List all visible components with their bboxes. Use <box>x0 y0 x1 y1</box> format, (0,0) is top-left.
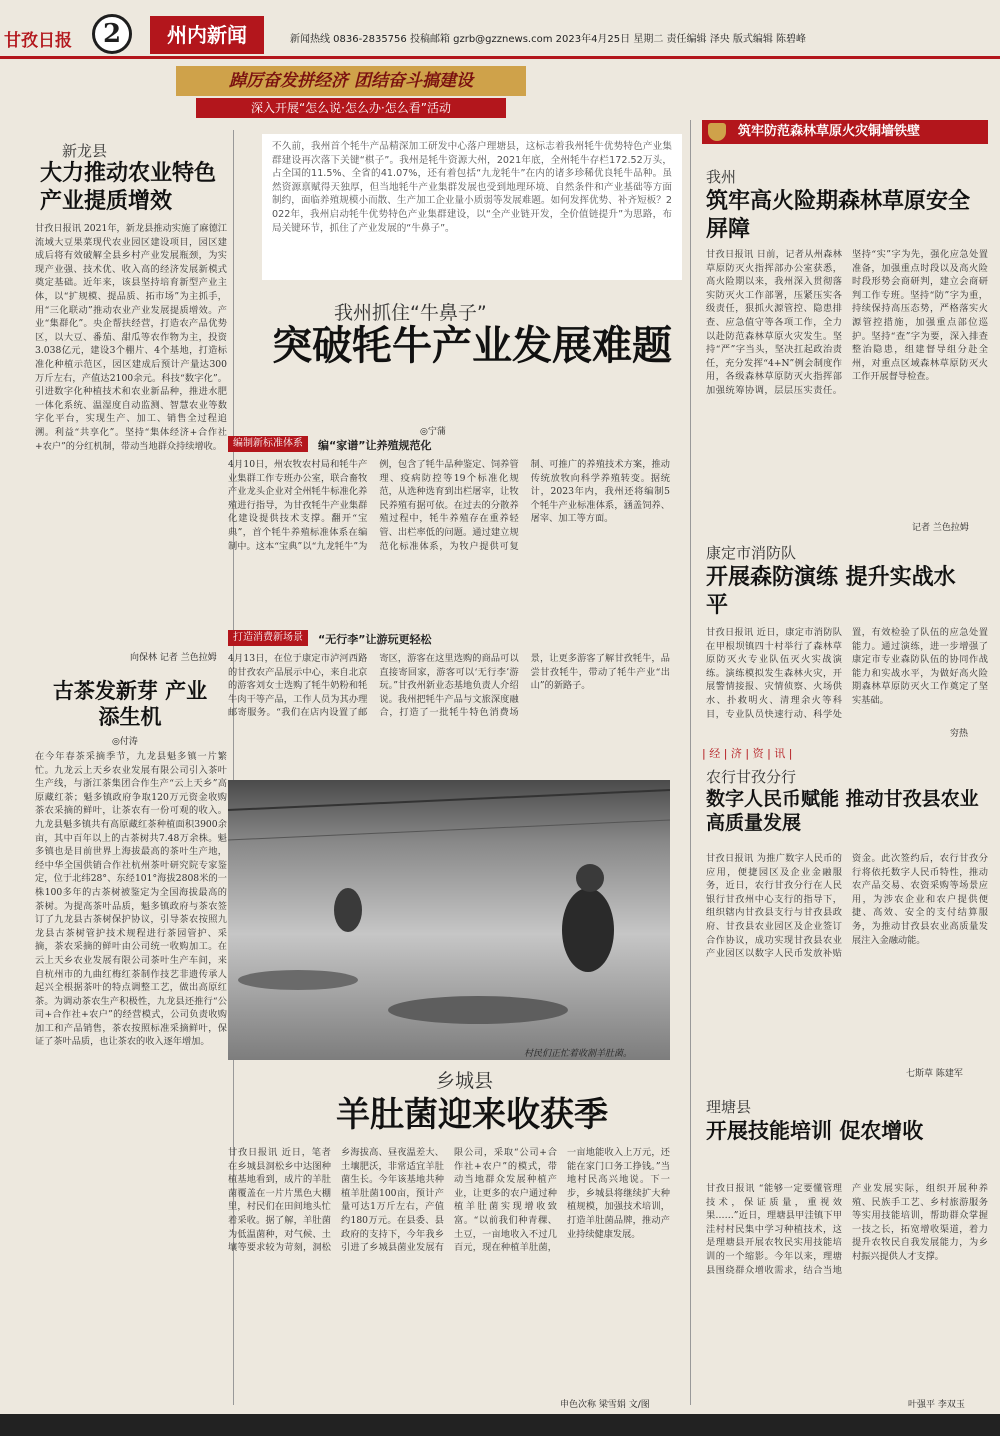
fire-kicker: 我州 <box>706 168 737 186</box>
photo-caption: 村民们正忙着收割羊肚菌。 <box>524 1049 633 1059</box>
campaign-banner-title: 踔厉奋发拼经济 团结奋斗搞建设 <box>176 66 526 96</box>
article-body: 甘孜日报讯 2021年，新龙县推动实施了麻德江流域大豆果菜现代农业园区建设项目，园区建成后将有效破解全县乡村产业发展瓶颈，为实现产业强、技术优、收入高的经济发展新模式奠定基础。近年来，该县坚持培育新型产业主体，以“扩规模、提品质、拓市场”为主抓手，用“三化联动”推动农业产业发展提质增效。产业“集群化”。央企帮扶经营，打造农产品优势区，以大豆、番茄、甜瓜等农作物为主，投资3.038亿元，建设3个棚片、4个基地，打造标准化种植示范区，园区建成后预计产量达300万斤左右，产值达2100余元。科技“数字化”。引进数字化种植技术和农业新品种，推进水肥一体化系统、温湿度自动监测、智慧农业等数字化平台，实现生产、加工、销售全过程追溯。利益“共享化”。坚持“集体经济+合作社+农户”的分红机制，带动当地群众持续增收。 <box>35 223 227 452</box>
article-xinlong <box>62 140 212 161</box>
article-body-tea: 在今年春茶采摘季节，九龙县魁多镇一片繁忙。九龙云上天乡农业发展有限公司引入茶叶生产线，与浙江茶集团合作生产“云上天乡”高原藏红茶；魁多镇政府争取120万元资金收购茶农采摘的鲜叶，让茶农有一份可观的收入。九龙县魁多镇共有高原藏红茶种植面积3900余亩，其中百年以上的古茶树共7.48万余株。魁多镇也是目前世界上海拔最高的茶叶生产地，经中华全国供销合作社杭州茶叶研究院专家鉴定，位于北纬28°、东经101°海拔2808米的一株100多年的古茶树被鉴定为全国海拔最高的茶树。为提高茶叶品质，魁多镇政府与茶农签订了九龙县古茶树保护协议，引导茶农按照九龙县古茶树管护技术规程进行茶园管护、采摘，茶农采摘的鲜叶由公司统一收购加工。在云上天乡农业发展有限公司茶叶生产车间，来自杭州市的九曲红梅红茶制作技艺非遗传承人起兴全根据茶叶的特点调整工艺，做出高原红茶。为调动茶农生产积极性，九龙县还推行“公司+合作社+农户”的经营模式，公司负责收购加工和产品销售，茶农按照标准采摘鲜叶，保证了茶叶品质，也让茶农的收入逐年增加。 <box>35 751 227 1048</box>
morel-headline: 羊肚菌迎来收获季 <box>336 1095 608 1135</box>
issue-info: 新闻热线 0836-2835756 投稿邮箱 gzrb@gzznews.com 2023年4月25日 星期二 责任编辑 泽央 版式编辑 陈碧峰 <box>290 34 807 45</box>
lead-intro-box <box>262 134 682 280</box>
bank-kicker: 农行甘孜分行 <box>706 768 797 786</box>
subsection-tag-2: 打造消费新场景 <box>228 630 308 646</box>
shield-icon <box>708 123 726 141</box>
training-byline: 叶强平 李双玉 <box>908 1400 965 1410</box>
feature-kicker: 我州抓住“牛鼻子” <box>334 302 487 324</box>
feature-body-2: 4月13日，在位于康定市泸河西路的甘孜农产品展示中心，来自北京的游客刘女士选购了牦牛奶粉和牦牛肉干等产品，工作人员为其办理邮寄服务。“我们在店内设置了邮寄区，游客在这里选购的商品可以直接寄回家，游客可以‘无行李’游玩。”甘孜州新业态基地负责人介绍说。我州把牦牛产品与文旅深度融合，打造了一批牦牛特色消费场景，让更多游客了解甘孜牦牛，品尝甘孜牦牛，带动了牦牛产业“出山”的新路子。 <box>228 653 670 719</box>
feature-body-1: 4月10日，州农牧农村局和牦牛产业集群工作专班办公室，联合畜牧产业龙头企业对全州牦牛标准化养殖进行指导，为甘孜牦牛产业集群化建设提供技术支撑。翻开“宝典”，首个牦牛养殖标准体系在编制中。这本“宝典”以“九龙牦牛”为例，包含了牦牛品种鉴定、饲养管理、疫病防控等19个标准化规范，从选种选育到出栏屠宰，让牧民养殖有据可依。在过去的分散养殖过程中，牦牛养殖存在重养轻管、出栏率低的问题。通过建立规范化标准体系，为牧户提供可复制、可推广的养殖技术方案，推动传统放牧向科学养殖转变。据统计，2023年内，我州还将编制5个牦牛产业标准体系，涵盖饲养、屠宰、加工等方面。 <box>228 459 670 552</box>
campaign-banner <box>176 66 526 120</box>
subsection-tag: 编制新标准体系 <box>228 436 308 452</box>
photo-illustration <box>228 780 670 1060</box>
article-kicker: 新龙县 <box>62 142 108 160</box>
training-body: 甘孜日报讯 “能够一定要懂管理技术，保证质量，重视效果……”近日，理塘县甲洼镇下甲洼村村民集中学习种植技术，这是理塘县开展农牧民实用技能培训的一个缩影。今年以来，理塘县围绕群众增收需求，结合当地产业发展实际，组织开展种养殖、民族手工艺、乡村旅游服务等实用技能培训，帮助群众掌握一技之长，拓宽增收渠道，着力提升农牧民自我发展能力，为乡村振兴提供人才支撑。 <box>706 1183 988 1276</box>
campaign-banner-subtitle: 深入开展“怎么说·怎么办·怎么看”活动 <box>196 98 506 118</box>
feature-author: ◎宁蒲 <box>420 427 446 437</box>
morel-kicker: 乡城县 <box>436 1070 494 1092</box>
footer-color-bar <box>0 1414 1000 1436</box>
drill-headline: 开展森防演练 提升实战水平 <box>706 565 956 618</box>
header-rule <box>0 56 1000 59</box>
fire-byline: 记者 兰色拉姆 <box>912 523 969 533</box>
masthead <box>0 0 1000 58</box>
fire-body: 甘孜日报讯 日前，记者从州森林草原防灭火指挥部办公室获悉，高火险期以来，我州深入贯彻落实防灭火工作部署，压紧压实各级责任，狠抓火源管控、隐患排查、应急值守等各项工作，全力以赴防范森林草原火灾发生。坚持“严”字当头，坚决扛起政治责任，充分发挥“4+N”例会制度作用，各级森林草原防灭火指挥部加强统筹协调，层层压实责任。坚持“实”字为先，强化应急处置准备，加强重点时段以及高火险时段形势会商研判，建立会商研判工作专班。坚持“防”字为重，持续保持高压态势，严格落实火源管控措施，加强重点部位巡护。坚持“查”字为要，深入排查整治隐患，组建督导组分赴全州，对重点区域森林草原防灭火工作开展督导检查。 <box>706 249 988 396</box>
drill-byline: 穷热 <box>950 729 969 739</box>
feature-headline: 突破牦牛产业发展难题 <box>272 323 672 369</box>
section-title: 州内新闻 <box>150 16 264 54</box>
article-author: ◎付涛 <box>112 737 138 747</box>
bank-body: 甘孜日报讯 为推广数字人民币的应用，便捷园区及企业金融服务，近日，农行甘孜分行在人民银行甘孜州中心支行的指导下，组织辖内甘孜县支行与甘孜县政府、甘孜县农业园区及企业签订合作协议，成功实现甘孜县农业产业园区以数字人民币发放补贴资金。此次签约后，农行甘孜分行将依托数字人民币特性，推动农产品交易、农资采购等场景应用，为涉农企业和农户提供便捷、高效、安全的支付结算服务，为推动甘孜县农业高质量发展注入金融动能。 <box>706 853 988 960</box>
fire-prevention-banner: 筑牢防范森林草原火灾铜墙铁壁 <box>702 120 988 144</box>
drill-kicker: 康定市消防队 <box>706 544 797 562</box>
bank-headline: 数字人民币赋能 推动甘孜县农业高质量发展 <box>706 788 979 834</box>
newspaper-logo: 甘孜日报 <box>4 31 72 51</box>
article-headline-tea: 古茶发新芽 产业添生机 <box>52 679 208 730</box>
column-divider-right <box>690 120 691 1405</box>
morel-body: 甘孜日报讯 近日，笔者在乡城县洞松乡中达图种植基地看到，成片的羊肚菌覆盖在一片片黑色大棚里，村民们在田间地头忙着采收。据了解，羊肚菌为低温菌种，对气候、土壤等要求较为苛刻，洞松乡海拔高、昼夜温差大、土壤肥沃，非常适宜羊肚菌生长。今年该基地共种植羊肚菌100亩，预计产量可达1万斤左右，产值约180万元。在县委、县政府的支持下，今年我乡引进了乡城县菌业发展有限公司，采取“公司+合作社+农户”的模式，带动当地群众发展种植产业，让更多的农户通过种植羊肚菌实现增收致富。“以前我们种青稞、土豆，一亩地收入不过几百元，现在种植羊肚菌，一亩地能收入上万元，还能在家门口务工挣钱。”当地村民高兴地说。下一步，乡城县将继续扩大种植规模，加强技术培训，打造羊肚菌品牌，推动产业持续健康发展。 <box>228 1147 670 1254</box>
bank-byline: 七斯草 陈建军 <box>906 1069 963 1079</box>
subsection-title-2: “无行李”让游玩更轻松 <box>318 633 432 646</box>
morel-harvest-photo <box>228 780 670 1060</box>
article-headline: 大力推动农业特色产业提质增效 <box>40 161 217 214</box>
subsection-title: 编“家谱”让养殖规范化 <box>318 439 432 452</box>
drill-body: 甘孜日报讯 近日，康定市消防队在甲根坝镇四十村举行了森林草原防灭火专业队伍灭火实战演练。演练模拟发生森林火灾，开展警情接报、灾情侦察、火场供水、扑救明火、清理余火等科目，专业队员快速行动、科学处置，有效检验了队伍的应急处置能力。通过演练，进一步增强了康定市专业森防队伍的协同作战能力和实战水平，为做好高火险期森林草原防灭火工作奠定了坚实基础。 <box>706 627 988 720</box>
training-kicker: 理塘县 <box>706 1098 752 1116</box>
fire-headline: 筑牢高火险期森林草原安全屏障 <box>706 189 971 242</box>
page-number: 2 <box>92 14 132 54</box>
lead-intro: 不久前，我州首个牦牛产品精深加工研发中心落户理塘县，这标志着我州牦牛优势特色产业集群建设再次落下关键“棋子”。我州是牦牛资源大州，2021年底，全州牦牛存栏172.52万头，占全国的11.5%、全省的41.07%，还有着包括“九龙牦牛”在内的诸多珍稀优良牦牛品种。虽然资源禀赋得天独厚，但当地牦牛产业集群发展也受到地理环境、自然条件和产业基础等方面制约，面临养殖规模小而散、生产加工企业量小质弱等发展难题。如何发挥优势、补齐短板？2022年，我州启动牦牛优势特色产业集群建设，以“全产业链开发，全价值链提升”为思路，布局关键环节，抓住了产业发展的“牛鼻子”。 <box>272 141 672 234</box>
morel-byline: 申色次称 梁雪娟 文/图 <box>560 1400 650 1410</box>
article-byline: 向保林 记者 兰色拉姆 <box>130 653 217 663</box>
economy-news-tag: | 经 | 济 | 资 | 讯 | <box>702 747 793 760</box>
training-headline: 开展技能培训 促农增收 <box>706 1119 924 1143</box>
